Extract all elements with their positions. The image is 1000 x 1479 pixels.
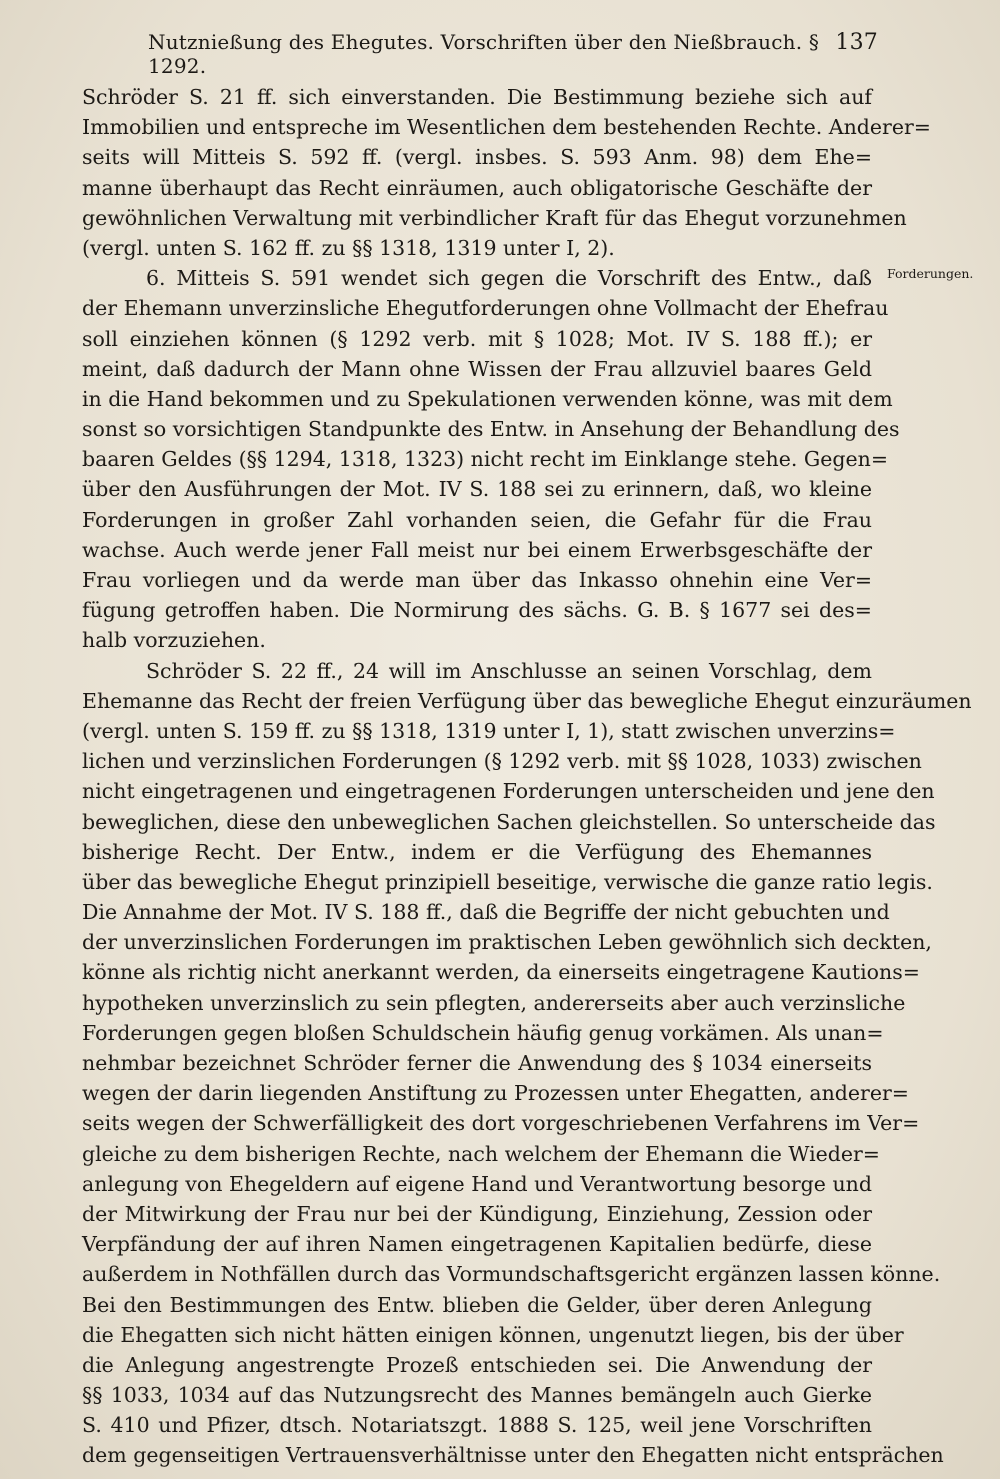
text-line: nehmbar bezeichnet Schröder ferner die Anwendung des § 1034 einerseits bbox=[82, 1051, 872, 1075]
text-line: Die Annahme der Mot. IV S. 188 ff., daß die Begriffe der nicht gebuchten und bbox=[82, 900, 890, 925]
running-title: Nutznießung des Ehegutes. Vorschriften über den Nießbrauch. § 1292. bbox=[148, 30, 820, 78]
text-line: die Ehegatten sich nicht hätten einigen können, ungenutzt liegen, bis der über bbox=[82, 1322, 904, 1347]
text-line: (vergl. unten S. 159 ff. zu §§ 1318, 1319 unter I, 1), statt zwischen unverzins= bbox=[82, 718, 896, 743]
text-line: meint, daß dadurch der Mann ohne Wissen der Frau allzuviel baares Geld bbox=[82, 356, 872, 381]
text-line: der Mitwirkung der Frau nur bei der Kündigung, Einziehung, Zession oder bbox=[82, 1201, 872, 1226]
text-line: soll einziehen können (§ 1292 verb. mit § 1028; Mot. IV S. 188 ff.); er bbox=[82, 326, 872, 351]
running-header bbox=[148, 30, 878, 78]
text-line: in die Hand bekommen und zu Spekulationen verwenden könne, was mit dem bbox=[82, 386, 893, 411]
text-line: seits wegen der Schwerfälligkeit des dort vorgeschriebenen Verfahrens im Ver= bbox=[82, 1111, 920, 1136]
text-line: Immobilien und entspreche im Wesentlichen dem bestehenden Rechte. Anderer= bbox=[82, 115, 931, 140]
text-line: manne überhaupt das Recht einräumen, auch obligatorische Geschäfte der bbox=[82, 175, 872, 200]
text-line: wachse. Auch werde jener Fall meist nur bei einem Erwerbsgeschäfte der bbox=[82, 537, 872, 562]
text-line: lichen und verzinslichen Forderungen (§ 1292 verb. mit §§ 1028, 1033) zwischen bbox=[82, 749, 922, 774]
text-line: baaren Geldes (§§ 1294, 1318, 1323) nicht recht im Einklange stehe. Gegen= bbox=[82, 447, 889, 472]
text-line: halb vorzuziehen. bbox=[82, 628, 266, 653]
text-line: Ehemanne das Recht der freien Verfügung über das bewegliche Ehegut einzuräumen bbox=[82, 688, 972, 713]
text-line: Schröder S. 21 ff. sich einverstanden. Die Bestimmung beziehe sich auf bbox=[82, 85, 872, 109]
text-line: die Anlegung angestrengte Prozeß entschieden sei. Die Anwendung der bbox=[82, 1352, 872, 1377]
text-line: Forderungen gegen bloßen Schuldschein häufig genug vorkämen. Als unan= bbox=[82, 1020, 884, 1045]
page-number: 137 bbox=[835, 30, 878, 55]
text-line: über den Ausführungen der Mot. IV S. 188 sei zu erinnern, daß, wo kleine bbox=[82, 477, 872, 502]
text-line: dem gegenseitigen Vertrauensverhältnisse unter den Ehegatten nicht entsprächen bbox=[82, 1443, 944, 1468]
text-line: Frau vorliegen und da werde man über das Inkasso ohnehin eine Ver= bbox=[82, 568, 872, 592]
margin-note: Forderungen. bbox=[887, 266, 974, 281]
text-line: Bei den Bestimmungen des Entw. blieben die Gelder, über deren Anlegung bbox=[82, 1292, 872, 1317]
text-line: könne als richtig nicht anerkannt werden, da einerseits eingetragene Kautions= bbox=[82, 960, 920, 985]
text-line: (vergl. unten S. 162 ff. zu §§ 1318, 1319 unter I, 2). bbox=[82, 235, 615, 260]
text-line: nicht eingetragenen und eingetragenen Forderungen unterscheiden und jene den bbox=[82, 779, 935, 804]
text-line: wegen der darin liegenden Anstiftung zu Prozessen unter Ehegatten, anderer= bbox=[82, 1081, 909, 1106]
text-line: seits will Mitteis S. 592 ff. (vergl. insbes. S. 593 Anm. 98) dem Ehe= bbox=[82, 145, 872, 170]
text-line: §§ 1033, 1034 auf das Nutzungsrecht des Mannes bemängeln auch Gierke bbox=[82, 1383, 872, 1408]
text-line: der unverzinslichen Forderungen im praktischen Leben gewöhnlich sich deckten, bbox=[82, 930, 932, 955]
text-line: über das bewegliche Ehegut prinzipiell beseitige, verwische die ganze ratio legis. bbox=[82, 869, 933, 894]
text-line: außerdem in Nothfällen durch das Vormundschaftsgericht ergänzen lassen könne. bbox=[82, 1262, 941, 1287]
text-line: Forderungen in großer Zahl vorhanden seien, die Gefahr für die Frau bbox=[82, 507, 872, 532]
text-line: gewöhnlichen Verwaltung mit verbindlicher Kraft für das Ehegut vorzunehmen bbox=[82, 205, 907, 230]
text-line: Verpfändung der auf ihren Namen eingetragenen Kapitalien bedürfe, diese bbox=[82, 1232, 872, 1257]
text-line: beweglichen, diese den unbeweglichen Sachen gleichstellen. So unterscheide das bbox=[82, 809, 936, 834]
text-line: bisherige Recht. Der Entw., indem er die Verfügung des Ehemannes bbox=[82, 839, 872, 864]
text-line: gleiche zu dem bisherigen Rechte, nach welchem der Ehemann die Wieder= bbox=[82, 1141, 880, 1166]
text-line: fügung getroffen haben. Die Normirung des sächs. G. B. § 1677 sei des= bbox=[82, 598, 872, 623]
text-line: der Ehemann unverzinsliche Ehegutforderungen ohne Vollmacht der Ehefrau bbox=[82, 296, 889, 321]
body-text bbox=[82, 82, 972, 1471]
text-line: 6. Mitteis S. 591 wendet sich gegen die Vorschrift des Entw., daß bbox=[146, 266, 872, 291]
text-line: S. 410 und Pfizer, dtsch. Notariatszgt. 1888 S. 125, weil jene Vorschriften bbox=[82, 1413, 872, 1438]
text-line: anlegung von Ehegeldern auf eigene Hand und Verantwortung besorge und bbox=[82, 1171, 872, 1196]
text-line: hypotheken unverzinslich zu sein pflegten, andererseits aber auch verzinsliche bbox=[82, 990, 906, 1015]
text-line: Schröder S. 22 ff., 24 will im Anschlusse an seinen Vorschlag, dem bbox=[146, 658, 872, 683]
text-line: sonst so vorsichtigen Standpunkte des Entw. in Ansehung der Behandlung des bbox=[82, 417, 900, 442]
